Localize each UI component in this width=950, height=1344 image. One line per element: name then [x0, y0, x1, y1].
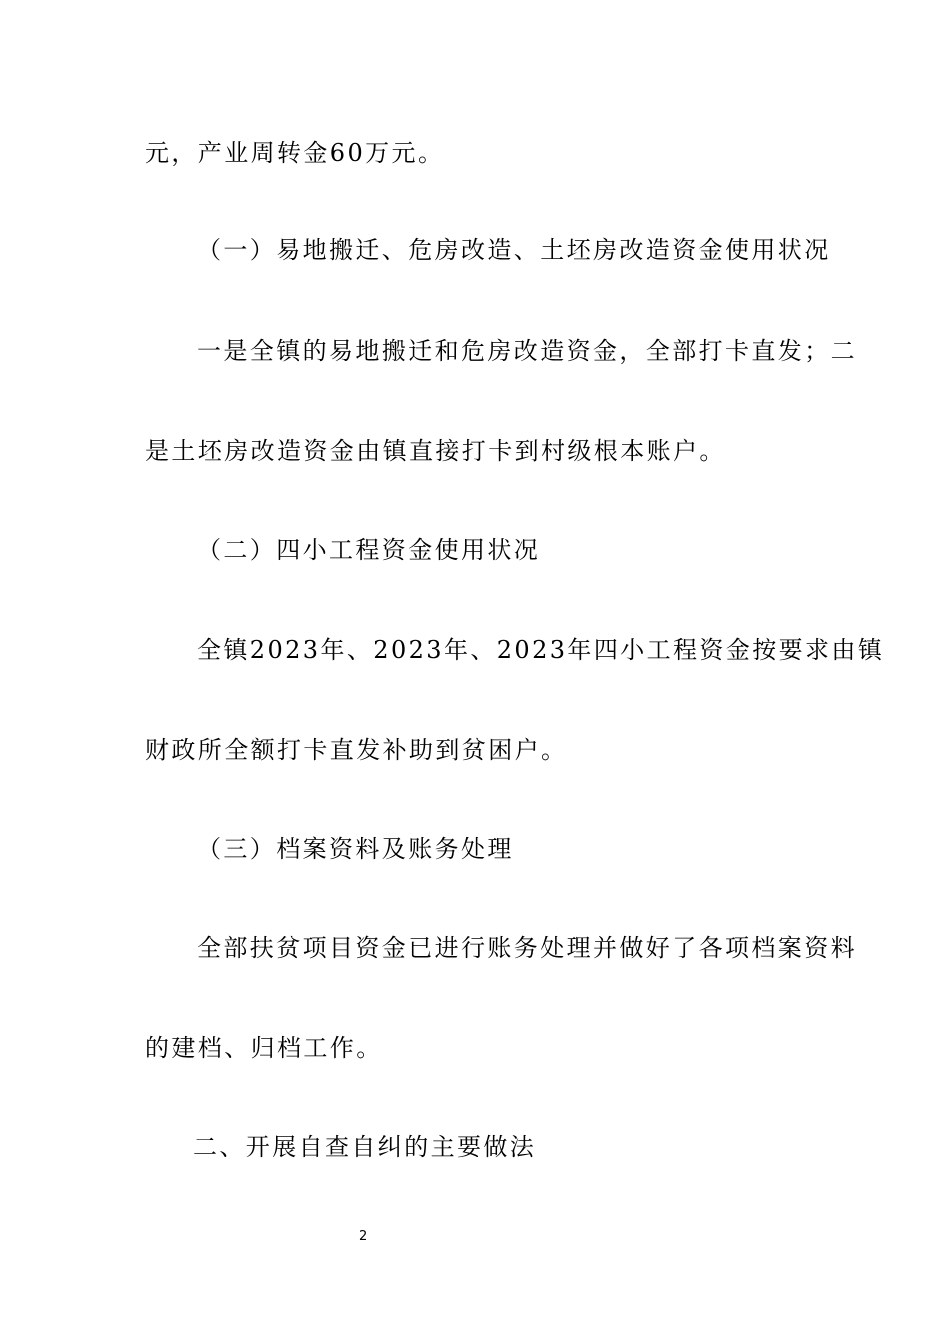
paragraph-line-5: 财政所全额打卡直发补助到贫困户。 — [145, 736, 568, 764]
paragraph-line-1: 元，产业周转金60万元。 — [145, 139, 445, 167]
page-number: 2 — [359, 1229, 368, 1244]
paragraph-line-2: 一是全镇的易地搬迁和危房改造资金，全部打卡直发；二 — [197, 337, 857, 365]
paragraph-line-4: 全镇2023年、2023年、2023年四小工程资金按要求由镇 — [197, 636, 885, 664]
section-heading-4: 二、开展自查自纠的主要做法 — [193, 1133, 537, 1161]
section-heading-1: （一）易地搬迁、危房改造、土坯房改造资金使用状况 — [197, 236, 831, 264]
paragraph-line-3: 是土坯房改造资金由镇直接打卡到村级根本账户。 — [145, 437, 726, 465]
paragraph-line-7: 的建档、归档工作。 — [145, 1034, 383, 1062]
paragraph-line-6: 全部扶贫项目资金已进行账务处理并做好了各项档案资料 — [197, 934, 857, 962]
section-heading-2: （二）四小工程资金使用状况 — [197, 536, 541, 564]
section-heading-3: （三）档案资料及账务处理 — [197, 835, 514, 863]
